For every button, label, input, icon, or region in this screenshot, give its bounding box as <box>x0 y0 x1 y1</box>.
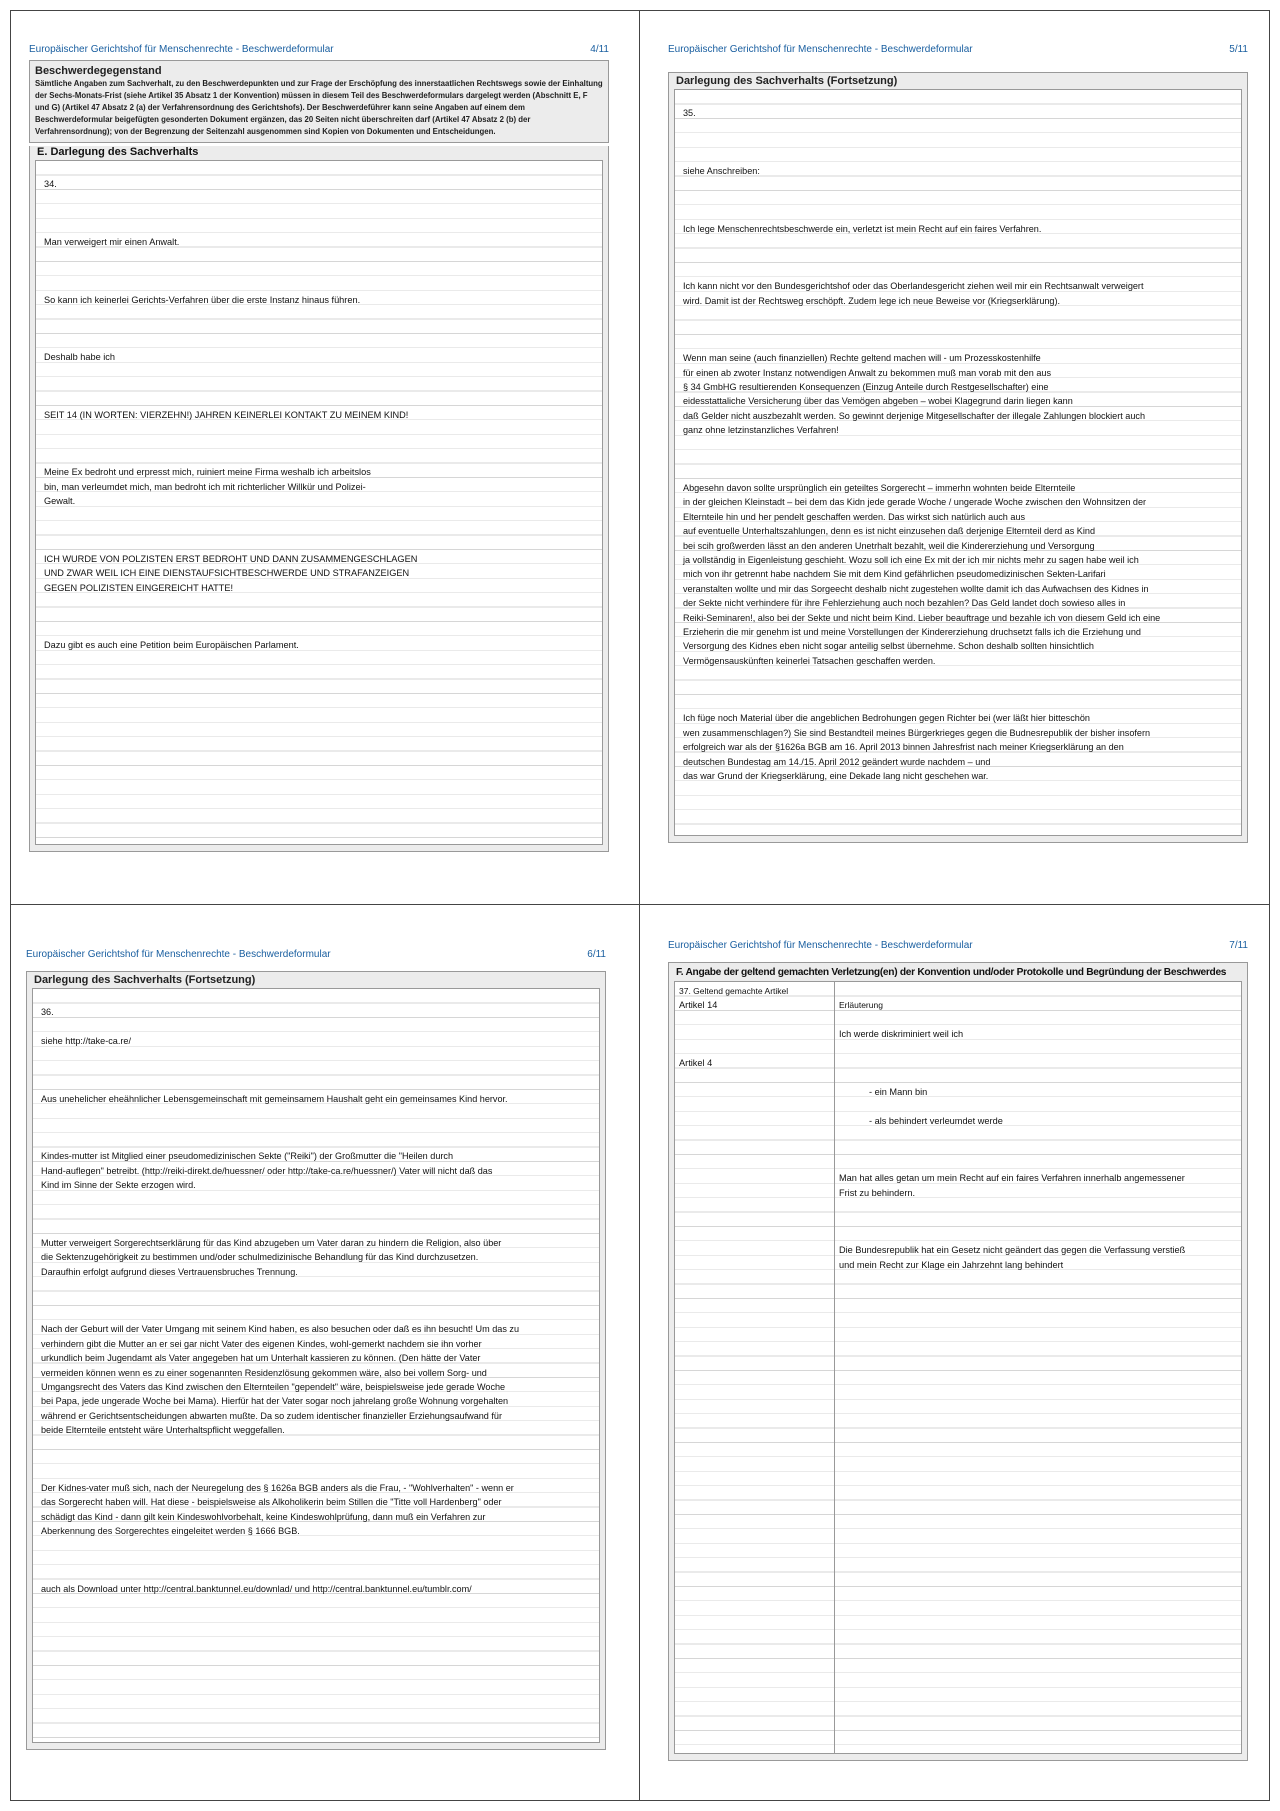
facts-field-34[interactable] <box>35 160 603 845</box>
header-title: Europäischer Gerichtshof für Menschenrechte - Beschwerdeformular <box>29 44 334 55</box>
section-facts-continued <box>26 971 606 1750</box>
articles-column[interactable] <box>675 982 835 1753</box>
paragraph: SEIT 14 (IN WORTEN: VIERZEHN!) JAHREN KEINERLEI KONTAKT ZU MEINEM KIND! <box>44 409 409 420</box>
explanation-column[interactable] <box>835 982 1241 1753</box>
paragraph: Ich füge noch Material über die angeblichen Bedrohungen gegen Richter bei (wer läßt hier bitteschön wen zusammenschlagen?) Sie sind Bestandteil meines Bürgerkrieges gegen die Budnesrepublik der bisher insofern erfolgreich war als der §1626a BGB am 16. April 2013 binnen Jahresfrist nach meiner Kriegserklärung an den deutschen Bundestag am 14./15. April 2012 geändert wurde nachdem – und das war Grund der Kriegserklärung, eine Dekade lang nicht geschehen war. <box>683 713 1151 781</box>
vertical-divider <box>639 10 640 1800</box>
paragraph: Abgesehn davon sollte ursprünglich ein geteiltes Sorgerecht – immerhn wohnten beide Elternteile in der gleichen Kleinstadt – bei dem das Kidn jede gerade Woche / ungerade Woche zwischen den Wohnsitzen der Elternteile hin und her pendelt geschaffen werden. Das wirkst sich natürlich auch aus auf eventuelle Unterhaltszahlungen, denn es ist nicht einzusehen daß derjenige Elternteil derd as Kind bei scih großwerden lässt an den anderen Unetrhalt bezahlt, weil die Kindererziehung und Versorgung ja vollständig in Eigenleistung geschieht. Wozu soll ich eine Ex mit der ich mir nichts mehr zu sagen habe weil ich mich von ihr getrennt habe nachdem Sie mit dem Kind gefährlichen pseudomedizinischen Sekten-Larifari veranstalten wollte und mir das Sorgeecht deshalb nicht zugestehen wollte damit ich das Aufwachsen des Kidnes in der Sekte nicht verhindere für ihre Fehlerziehung auch noch bezahlen? Das Geld landet doch sowieso alles in Reiki-Seminaren!, also bei der Sekte und nicht beim Kind. Lieber beauftrage und bezahle ich von diesem Geld ich eine Erzieherin die mir genehm ist und meine Vorstellungen der Kindererziehung druchsetzt falls ich die Erziehung und Versorgung des Kidnes eben nicht sogar anteilig selbst übernehme. Schon deshalb sollten hinsichtlich Vermögensauskünften keinerlei Tatsachen geschaffen werden. <box>683 482 1161 666</box>
page-header <box>29 44 609 60</box>
page-header <box>668 44 1248 60</box>
paragraph: ICH WURDE VON POLZISTEN ERST BEDROHT UND DANN ZUSAMMENGESCHLAGEN UND ZWAR WEIL ICH EINE DIENSTAUFSICHTBESCHWERDE UND STRAFANZEIGEN GEGEN POLIZISTEN EINGEREICHT HATTE! <box>44 553 418 593</box>
page-header <box>26 949 606 965</box>
section-title: E. Darlegung des Sachverhalts <box>37 146 199 158</box>
article-14-item: - ein Mann bin <box>869 1086 928 1097</box>
header-title: Europäischer Gerichtshof für Menschenrechte - Beschwerdeformular <box>668 940 973 951</box>
section-title: Darlegung des Sachverhalts (Fortsetzung) <box>34 974 256 986</box>
paragraph: Ich kann nicht vor den Bundesgerichtshof oder das Oberlandesgericht ziehen weil mir ein Rechtsanwalt verweigert wird. Damit ist der Rechtsweg erschöpft. Zudem lege ich neue Beweise vor (Kriegserklärung). <box>683 281 1144 306</box>
paragraph: siehe http://take-ca.re/ <box>41 1036 131 1047</box>
section-e <box>29 146 609 852</box>
page-number: 5/11 <box>1229 44 1248 55</box>
paragraph: Dazu gibt es auch eine Petition beim Europäischen Parlament. <box>44 640 299 651</box>
paragraph: Mutter verweigert Sorgerechtserklärung für das Kind abzugeben um Vater daran zu hindern die Religion, also über die Sektenzugehörigkeit zu bestimmen und/oder schulmedizinische Behandlung für das Kind durchzusetzen. Daraufhin erfolgt aufgrund dieses Vertrauensbruches Trennung. <box>41 1237 502 1277</box>
subject-title: Beschwerdegegenstand <box>35 65 162 77</box>
facts-field-35[interactable] <box>674 89 1242 836</box>
paragraph: siehe Anschreiben: <box>683 166 760 177</box>
paragraph: Man verweigert mir einen Anwalt. <box>44 237 180 248</box>
paragraph: Nach der Geburt will der Vater Umgang mit seinem Kind haben, es also besuchen oder daß es ihn besucht! Um das zu verhindern gibt die Mutter an er sei gar nicht Vater des eigenen Kindes, wohl-gemerkt nachdem sie ihn vorher urkundlich beim Jugendamt als Vater angegeben hat um Unterhalt kassieren zu können. (Den hätte der Vater vermeiden können wenn es zu einer sogenannten Residenzlösung gekommen wäre, also bei vollem Sorg- und Umgangsrecht des Vaters das Kind zwischen den Elternteilen "gependelt" wäre, beispielsweise jede gerade Woche bei Papa, jede ungerade Woche bei Mama). Hierfür hat der Vater sogar noch jahrelang große Wohnung vorgehalten während er Gerichtsentscheidungen abwarten mußte. Da so zudem identischer finanzieller Erziehungsaufwand für beide Elternteile entsteht wäre Unterhaltspflicht weggefallen. <box>41 1324 520 1436</box>
subject-text: Sämtliche Angaben zum Sachverhalt, zu den Beschwerdepunkten und zur Frage der Erschöpfung des innerstaatlichen Rechtswegs sowie der Einhaltung der Sechs-Monats-Frist (siehe Artikel 35 Absatz 1 der Konvention) müssen in diesem Teil des Beschwerdeformulars dargelegt werden (Abschnitt E, F und G) (Artikel 47 Absatz 2 (a) der Verfahrensordnung des Gerichtshofs). Der Beschwerdeführer kann seine Angaben auf einem dem Beschwerdeformular beigefügten gesonderten Dokument ergänzen, das 20 Seiten nicht überschreiten darf (Artikel 47 Absatz 2 (b) der Verfahrensordnung); von der Begrenzung der Seitenzahl ausgenommen sind Kopien von Dokumenten und Entscheidungen. <box>35 79 603 136</box>
header-title: Europäischer Gerichtshof für Menschenrechte - Beschwerdeformular <box>668 44 973 55</box>
section-title: Darlegung des Sachverhalts (Fortsetzung) <box>676 75 898 87</box>
form-page-4 <box>29 44 609 852</box>
paragraph: auch als Download unter http://central.banktunnel.eu/downlad/ und http://central.banktunnel.eu/tumblr.com/ <box>41 1583 472 1594</box>
subject-box <box>29 60 609 143</box>
field-number: 34. <box>44 179 57 190</box>
header-title: Europäischer Gerichtshof für Menschenrechte - Beschwerdeformular <box>26 949 331 960</box>
form-page-6 <box>26 949 606 1750</box>
violations-table <box>674 981 1242 1754</box>
paragraph: Der Kidnes-vater muß sich, nach der Neuregelung des § 1626a BGB anders als die Frau, - "Wohlverhalten" - wenn er das Sorgerecht haben will. Hat diese - beispielsweise als Alkoholikerin beim Stillen die "Titte voll Hardenberg" oder schädigt das Kind - dann gilt kein Kindeswohlvorbehalt, keine Kindeswohlprüfung, dann muß ein Verfahren zur Aberkennung des Sorgerechtes eingeleitet werden § 1666 BGB. <box>41 1482 514 1536</box>
article-4-text: Die Bundesrepublik hat ein Gesetz nicht geändert das gegen die Verfassung verstieß und mein Recht zur Klage ein Jahrzehnt lang behindert <box>839 1245 1186 1270</box>
column-header: 37. Geltend gemachte Artikel <box>679 986 789 996</box>
article-14-text: Ich werde diskriminiert weil ich <box>839 1029 964 1040</box>
article-14-item: - als behindert verleumdet werde <box>869 1115 1003 1126</box>
form-page-7 <box>668 940 1248 1761</box>
horizontal-divider <box>10 904 1270 905</box>
page-number: 6/11 <box>587 949 606 960</box>
field-number: 35. <box>683 108 696 119</box>
section-f <box>668 962 1248 1761</box>
section-facts-continued <box>668 72 1248 843</box>
facts-field-36[interactable] <box>32 988 600 1743</box>
paragraph: Deshalb habe ich <box>44 352 115 363</box>
paragraph: Meine Ex bedroht und erpresst mich, ruiniert meine Firma weshalb ich arbeitslos bin, man verleumdet mich, man bedroht ich mit richterlicher Willkür und Polizei- Gewalt. <box>44 467 371 507</box>
form-page-5 <box>668 44 1248 843</box>
column-header: Erläuterung <box>839 1000 883 1011</box>
section-title: F. Angabe der geltend gemachten Verletzung(en) der Konvention und/oder Protokolle und Begründung der Beschwerdes <box>676 967 1227 978</box>
paragraph: So kann ich keinerlei Gerichts-Verfahren über die erste Instanz hinaus führen. <box>44 294 361 305</box>
paragraph: Aus unehelicher eheähnlicher Lebensgemeinschaft mit gemeinsamem Haushalt geht ein gemeinsames Kind hervor. <box>41 1093 508 1104</box>
page-header <box>668 940 1248 956</box>
article-4: Artikel 4 <box>679 1057 713 1068</box>
page-number: 4/11 <box>590 44 609 55</box>
page-number: 7/11 <box>1229 940 1248 951</box>
paragraph: Wenn man seine (auch finanziellen) Rechte geltend machen will - um Prozesskostenhilfe für einen ab zwoter Instanz notwendigen Anwalt zu bekommen muß man vorab mit den aus § 34 GmbHG resultierenden Konsequenzen (Einzug Anteile durch Restgesellschafter) eine eidesstattaliche Versicherung über das Vemögen abgeben – wobei Klagegrund darin liegen kann daß Gelder nicht auszbezahlt werden. So gewinnt derjenige Mitgesellschafter der illegale Zahlungen blockiert auch ganz ohne letzinstanzliches Verfahren! <box>683 353 1146 436</box>
article-4-text: Man hat alles getan um mein Recht auf ein faires Verfahren innerhalb angemessener Frist zu behindern. <box>839 1173 1185 1198</box>
article-14: Artikel 14 <box>679 1000 718 1011</box>
paragraph: Ich lege Menschenrechtsbeschwerde ein, verletzt ist mein Recht auf ein faires Verfahren. <box>683 223 1042 234</box>
field-number: 36. <box>41 1007 54 1018</box>
paragraph: Kindes-mutter ist Mitglied einer pseudomedizinischen Sekte ("Reiki") der Großmutter die "Heilen durch Hand-auflegen" betreibt. (http://reiki-direkt.de/huessner/ oder http://take-ca.re/huessner/) Vater will nicht daß das Kind im Sinne der Sekte erzogen wird. <box>41 1151 493 1191</box>
